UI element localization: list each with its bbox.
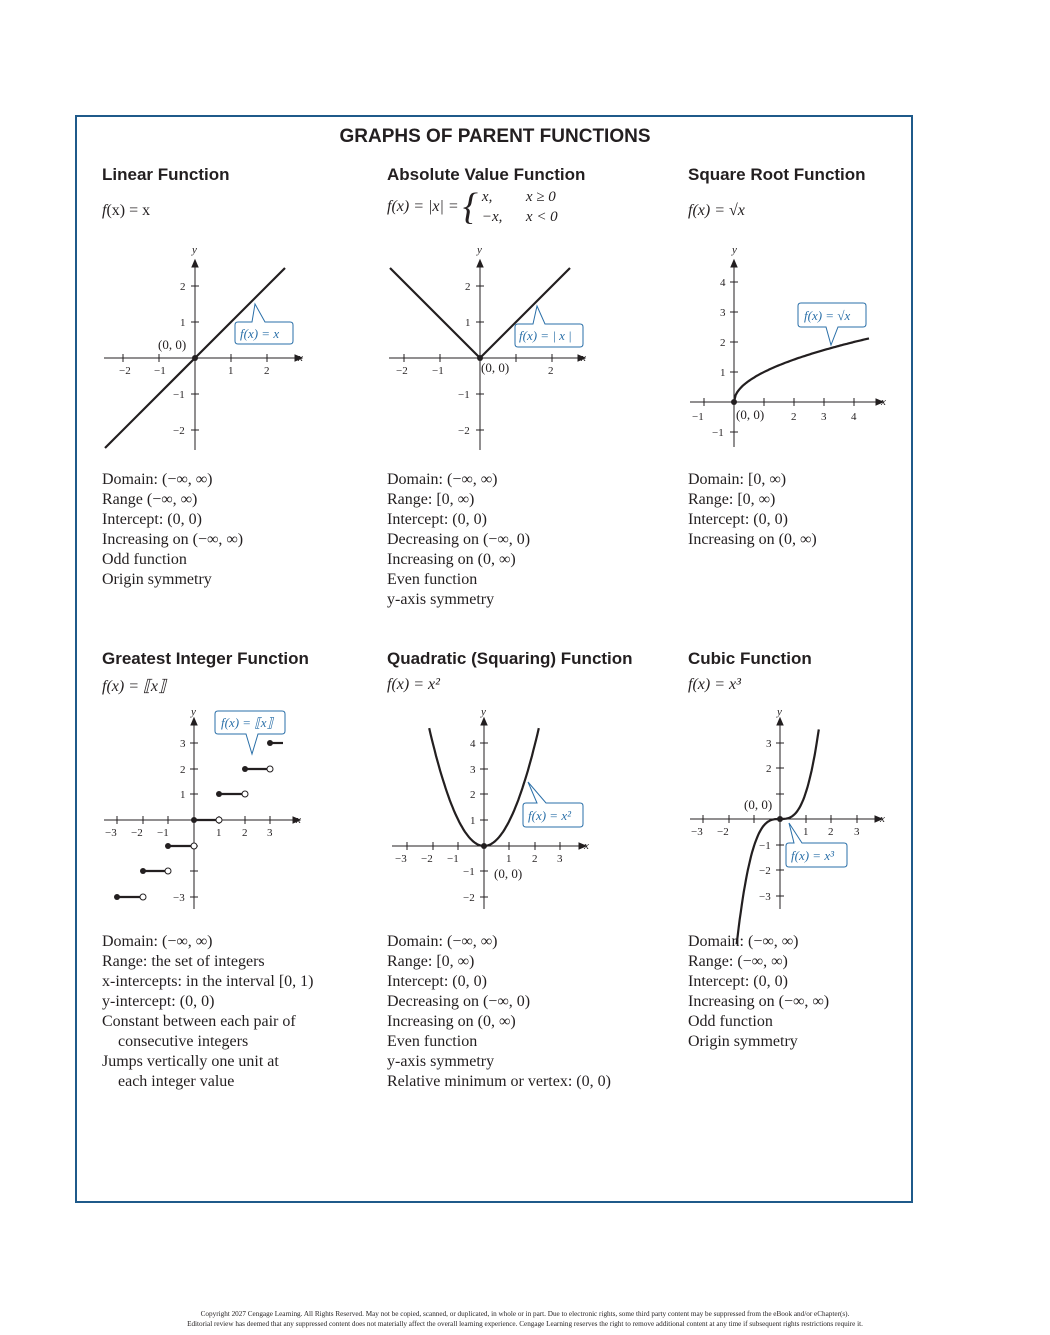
y-tick-label: 3: [470, 764, 476, 776]
point-label: (0, 0): [494, 866, 523, 881]
y-tick-label: 3: [720, 307, 726, 319]
x-tick-label: −1: [157, 827, 169, 839]
y-tick-label: −1: [173, 389, 185, 401]
property-line: Origin symmetry: [102, 571, 212, 588]
y-tick-label: −1: [463, 866, 475, 878]
property-line: Intercept: (0, 0): [102, 511, 202, 528]
property-line: Jumps vertically one unit at: [102, 1053, 279, 1070]
property-line: Increasing on (0, ∞): [688, 531, 817, 548]
panel-title: Greatest Integer Function: [102, 649, 309, 668]
property-line: Increasing on (−∞, ∞): [102, 531, 244, 548]
y-tick-label: 2: [766, 763, 772, 775]
x-tick-label: 1: [803, 826, 809, 838]
page-title: GRAPHS OF PARENT FUNCTIONS: [339, 126, 651, 147]
property-line: Increasing on (0, ∞): [387, 1013, 516, 1030]
x-tick-label: −3: [395, 853, 407, 865]
x-tick-label: 1: [228, 365, 234, 377]
x-tick-label: 3: [821, 411, 827, 423]
property-line: Range: [0, ∞): [387, 491, 475, 508]
x-tick-label: 2: [791, 411, 797, 423]
graph-cubic: [688, 702, 893, 917]
property-line: Range (−∞, ∞): [102, 491, 198, 508]
y-tick-label: 1: [180, 789, 186, 801]
y-axis-label: y: [481, 706, 486, 718]
y-tick-label: 2: [470, 789, 476, 801]
property-line: x-intercepts: in the interval [0, 1): [102, 973, 314, 990]
graph-linear: [100, 240, 310, 455]
point-label: (0, 0): [158, 337, 187, 352]
x-tick-label: 1: [506, 853, 512, 865]
x-tick-label: −2: [421, 853, 433, 865]
x-tick-label: 3: [267, 827, 273, 839]
panel-title: Linear Function: [102, 165, 230, 184]
x-axis-label: x: [298, 352, 303, 364]
x-tick-label: −3: [691, 826, 703, 838]
function-formula: f(x) = x: [102, 202, 151, 219]
property-line: Domain: [0, ∞): [688, 471, 787, 488]
x-tick-label: 2: [532, 853, 538, 865]
y-tick-label: 4: [470, 738, 476, 750]
function-formula: f(x) = x²: [387, 676, 440, 693]
copyright-footer: [0, 1309, 1050, 1329]
property-line: Even function: [387, 1033, 478, 1050]
panel-title: Cubic Function: [688, 649, 812, 668]
point-label: (0, 0): [744, 797, 773, 812]
callout-box: [786, 823, 847, 867]
footer-line: Editorial review has deemed that any suppressed content does not materially affect the overall learning experience. Cengage Learning reserves the right to remove additional content at any time if subsequent rights restrictions require it.: [187, 1320, 863, 1328]
callout-text: f(x) = ⟦x⟧: [221, 715, 273, 730]
x-axis-label: x: [581, 352, 586, 364]
function-curve: [734, 338, 869, 402]
x-tick-label: −1: [692, 411, 704, 423]
axes: [104, 260, 302, 450]
property-line: y-intercept: (0, 0): [102, 993, 215, 1010]
property-line: Range: (−∞, ∞): [688, 953, 788, 970]
property-line: Intercept: (0, 0): [387, 973, 487, 990]
x-tick-label: 2: [264, 365, 270, 377]
x-tick-label: 1: [216, 827, 222, 839]
panel-title: Absolute Value Function: [387, 165, 586, 184]
property-line: consecutive integers: [118, 1033, 249, 1050]
property-line: Domain: (−∞, ∞): [387, 471, 498, 488]
property-line: Decreasing on (−∞, 0): [387, 531, 531, 548]
y-tick-label: 1: [720, 367, 726, 379]
function-formula: f(x) = √x: [688, 202, 745, 219]
panel-title: Quadratic (Squaring) Function: [387, 649, 633, 668]
x-tick-label: 2: [548, 365, 554, 377]
property-line: Origin symmetry: [688, 1033, 798, 1050]
intercept-point: [481, 843, 487, 849]
property-line: Domain: (−∞, ∞): [102, 471, 213, 488]
property-line: Decreasing on (−∞, 0): [387, 993, 531, 1010]
x-tick-label: −1: [432, 365, 444, 377]
properties-list: [102, 932, 313, 1092]
properties-list: [688, 932, 829, 1052]
x-tick-label: 2: [828, 826, 834, 838]
x-tick-label: −2: [717, 826, 729, 838]
y-tick-label: 1: [470, 815, 476, 827]
property-line: Range: [0, ∞): [387, 953, 475, 970]
graph-greatest-integer: [100, 702, 310, 917]
point-label: (0, 0): [481, 360, 510, 375]
function-formula: f(x) = ⟦x⟧: [102, 678, 166, 695]
callout-text: f(x) = √x: [804, 308, 851, 323]
function-formula: f(x) = |x| = { x, x ≥ 0 −x, x < 0: [387, 186, 558, 228]
y-axis-label: y: [732, 244, 737, 256]
y-tick-label: −3: [173, 892, 185, 904]
intercept-point: [731, 399, 737, 405]
y-axis-label: y: [477, 244, 482, 256]
y-axis-label: y: [777, 706, 782, 718]
x-tick-label: 2: [242, 827, 248, 839]
y-tick-label: 3: [180, 738, 186, 750]
property-line: Odd function: [688, 1013, 773, 1030]
x-tick-label: 3: [557, 853, 563, 865]
x-axis-label: x: [880, 813, 885, 825]
y-tick-label: −2: [463, 892, 475, 904]
property-line: Even function: [387, 571, 478, 588]
properties-list: [102, 470, 243, 590]
property-line: Relative minimum or vertex: (0, 0): [387, 1073, 611, 1090]
y-tick-label: 2: [465, 281, 471, 293]
y-tick-label: −1: [759, 840, 771, 852]
callout-text: f(x) = x: [240, 326, 280, 341]
callout-text: f(x) = | x |: [519, 328, 572, 343]
callout-box: [798, 303, 866, 345]
y-tick-label: 2: [720, 337, 726, 349]
y-tick-label: −3: [759, 891, 771, 903]
x-tick-label: −2: [131, 827, 143, 839]
property-line: Odd function: [102, 551, 187, 568]
property-line: Domain: (−∞, ∞): [387, 933, 498, 950]
callout-box: [215, 711, 285, 754]
point-label: (0, 0): [736, 407, 765, 422]
footer-line: Copyright 2027 Cengage Learning. All Rights Reserved. May not be copied, scanned, or duplicated, in whole or in part. Due to electronic rights, some third party content may be suppressed from the eBook and/or eChapter(s).: [200, 1310, 850, 1318]
intercept-point: [192, 355, 198, 361]
graph-quadratic: [390, 702, 600, 917]
x-axis-label: x: [584, 840, 589, 852]
x-axis-label: x: [296, 814, 301, 826]
property-line: Intercept: (0, 0): [688, 973, 788, 990]
x-tick-label: −2: [119, 365, 131, 377]
x-tick-label: 4: [851, 411, 857, 423]
x-tick-label: −1: [447, 853, 459, 865]
y-tick-label: −2: [759, 865, 771, 877]
property-line: Constant between each pair of: [102, 1013, 296, 1030]
property-line: Domain: (−∞, ∞): [102, 933, 213, 950]
function-formula: f(x) = x³: [688, 676, 741, 693]
y-tick-label: 4: [720, 277, 726, 289]
property-line: Domain: (−∞, ∞): [688, 933, 799, 950]
panel-title: Square Root Function: [688, 165, 866, 184]
property-line: Increasing on (0, ∞): [387, 551, 516, 568]
x-tick-label: −3: [105, 827, 117, 839]
x-axis-label: x: [881, 396, 886, 408]
graph-sqrt: [688, 240, 893, 455]
y-tick-label: 3: [766, 738, 772, 750]
y-axis-label: y: [192, 244, 197, 256]
property-line: Range: [0, ∞): [688, 491, 776, 508]
y-tick-label: −1: [712, 427, 724, 439]
property-line: Intercept: (0, 0): [387, 511, 487, 528]
x-tick-label: −1: [154, 365, 166, 377]
y-tick-label: 2: [180, 281, 186, 293]
property-line: Range: the set of integers: [102, 953, 265, 970]
y-tick-label: −2: [173, 425, 185, 437]
y-tick-label: 1: [180, 317, 186, 329]
callout-text: f(x) = x³: [791, 848, 834, 863]
properties-list: [387, 470, 530, 610]
properties-list: [387, 932, 611, 1092]
property-line: y-axis symmetry: [387, 1053, 495, 1070]
y-tick-label: 1: [465, 317, 471, 329]
graph-absolute: [385, 240, 595, 455]
property-line: Intercept: (0, 0): [688, 511, 788, 528]
y-tick-label: 2: [180, 764, 186, 776]
x-tick-label: 3: [854, 826, 860, 838]
x-tick-label: −2: [396, 365, 408, 377]
y-tick-label: −1: [458, 389, 470, 401]
property-line: Increasing on (−∞, ∞): [688, 993, 830, 1010]
y-axis-label: y: [191, 706, 196, 718]
properties-list: [688, 470, 817, 550]
property-line: y-axis symmetry: [387, 591, 495, 608]
y-tick-label: −2: [458, 425, 470, 437]
intercept-point: [777, 816, 783, 822]
property-line: each integer value: [118, 1073, 235, 1090]
callout-box: [523, 782, 583, 827]
callout-text: f(x) = x²: [528, 808, 571, 823]
